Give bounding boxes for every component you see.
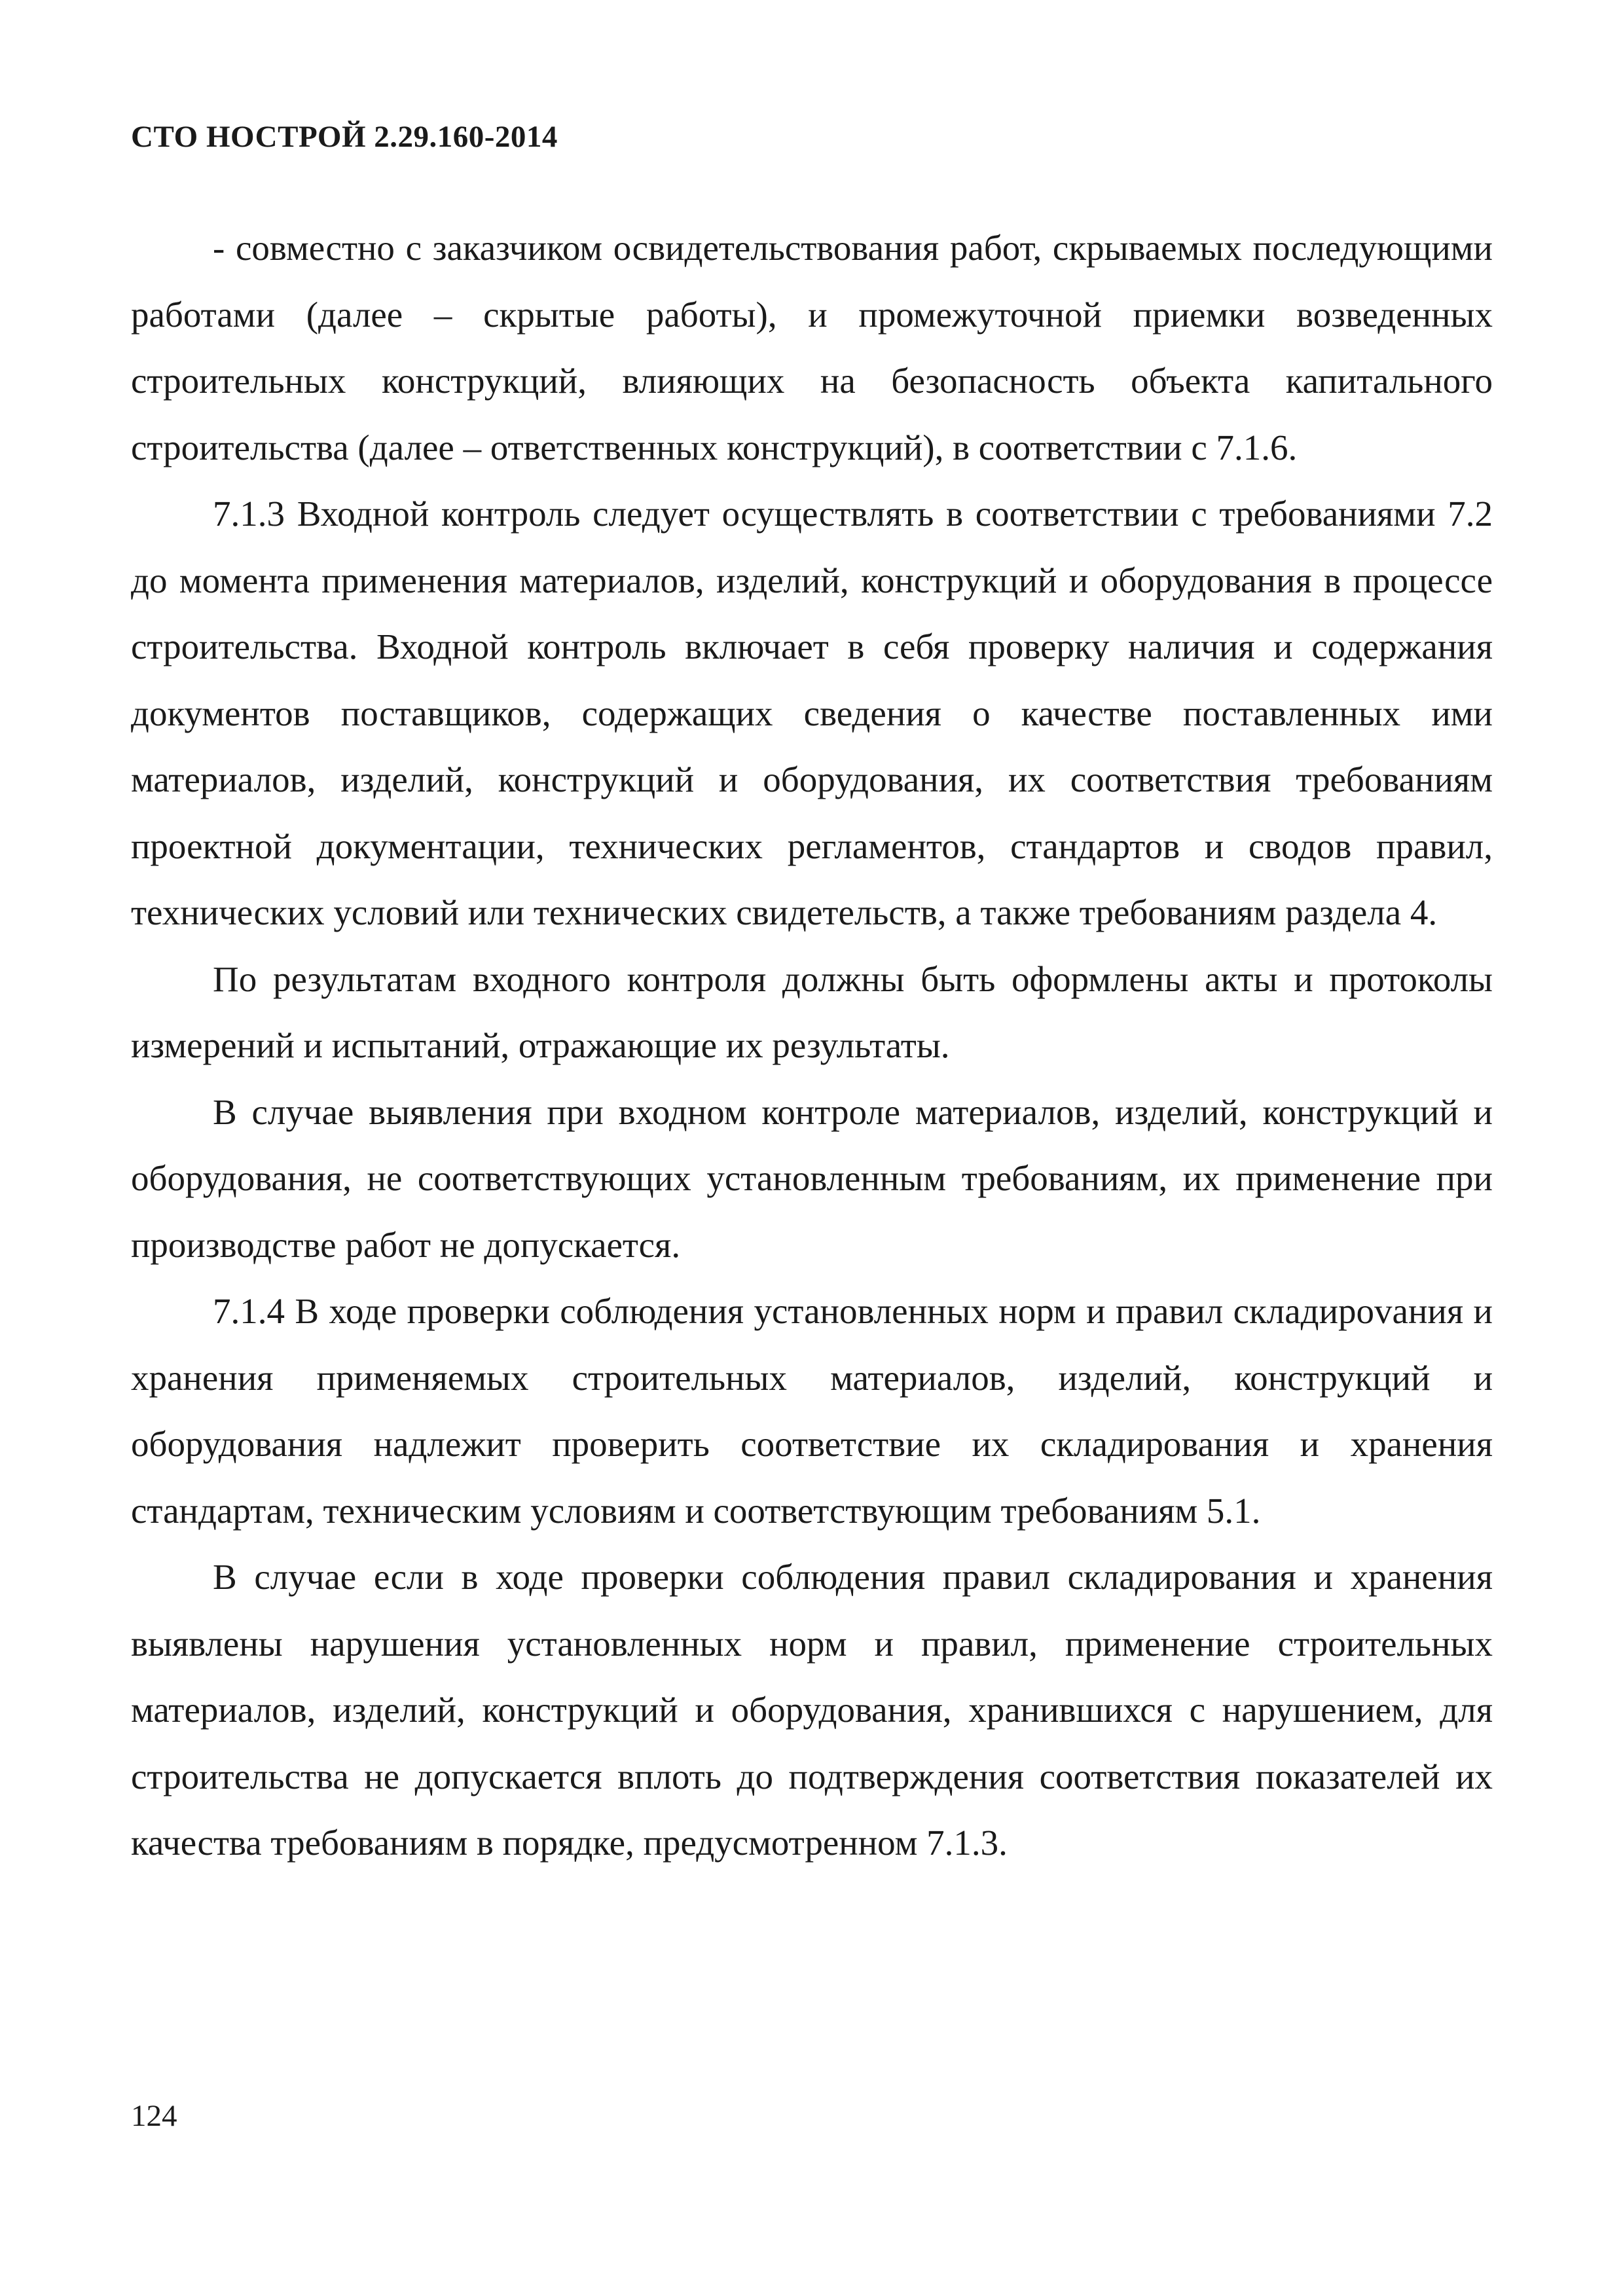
paragraph-7-1-4: 7.1.4 В ходе проверки соблюдения установленных норм и правил складироvания и хранения применяемых строительных материалов, изделий, конструкций и оборудования надлежит проверить соответствие их складирования и хранения стандартам, техническим условиям и соответствующим требованиям 5.1. bbox=[131, 1291, 1493, 1531]
document-header: СТО НОСТРОЙ 2.29.160-2014 bbox=[131, 120, 558, 154]
document-body bbox=[131, 215, 1493, 1876]
paragraph-storage-violations: В случае если в ходе проверки соблюдения правил складирования и хранения выявлены нарушения установленных норм и правил, применение строительных материалов, изделий, конструкций и оборудования, хранившихся с нарушением, для строительства не допускается вплоть до подтверждения соответствия показателей их качества требованиям в порядке, предусмотренном 7.1.3. bbox=[131, 1557, 1493, 1863]
paragraph-hidden-works: - совместно с заказчиком освидетельствования работ, скрываемых последующими работами (далее – скрытые работы), и промежуточной приемки возведенных строительных конструкций, влияющих на безопасность объекта капитального строительства (далее – ответственных конструкций), в соответствии с 7.1.6. bbox=[131, 228, 1493, 467]
paragraph-7-1-3: 7.1.3 Входной контроль следует осуществлять в соответствии с требованиями 7.2 до момента применения материалов, изделий, конструкций и оборудования в процессе строительства. Входной контроль включает в себя проверку наличия и содержания документов поставщиков, содержащих сведения о качестве поставленных ими материалов, изделий, конструкций и оборудования, их соответствия требованиям проектной документации, технических регламентов, стандартов и сводов правил, технических условий или технических свидетельств, а также требованиям раздела 4. bbox=[131, 494, 1493, 932]
page-number: 124 bbox=[131, 2099, 177, 2133]
paragraph-input-control-results: По результатам входного контроля должны быть оформлены акты и протоколы измерений и испытаний, отражающие их результаты. bbox=[131, 958, 1493, 1065]
paragraph-nonconforming-materials: В случае выявления при входном контроле материалов, изделий, конструкций и оборудования, не соответствующих установленным требованиям, их применение при производстве работ не допускается. bbox=[131, 1091, 1493, 1265]
